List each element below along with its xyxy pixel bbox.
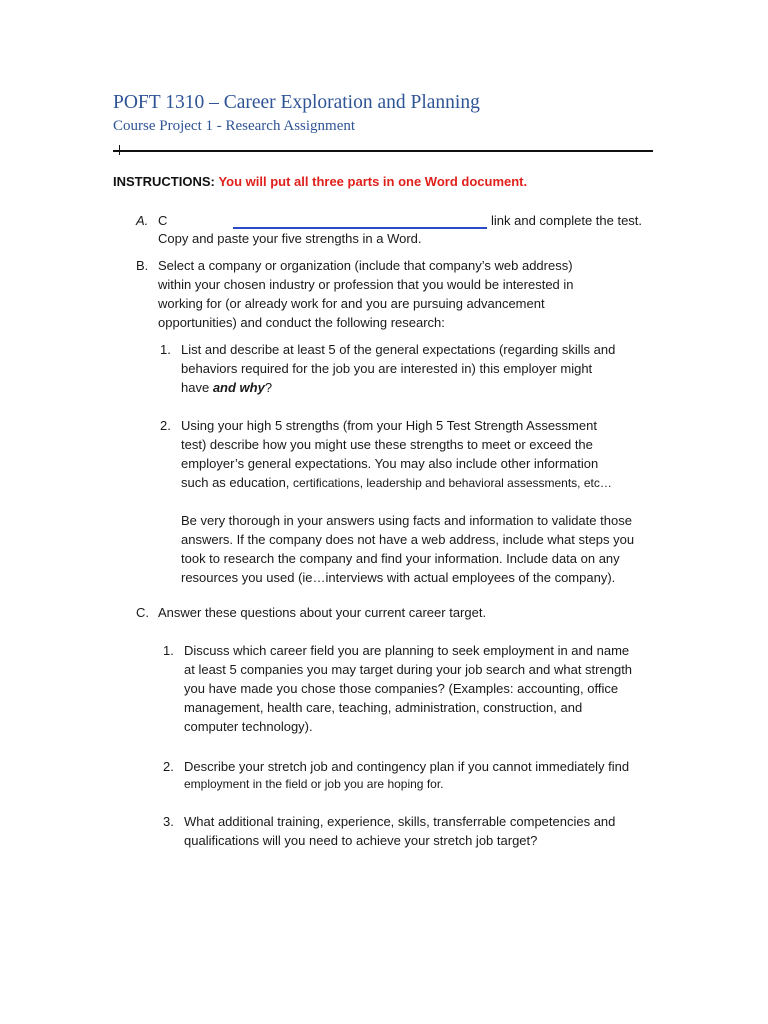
instructions-text: You will put all three parts in one Word document. [218, 174, 528, 189]
instructions-line [113, 172, 527, 191]
item-c1-line: computer technology). [184, 719, 313, 734]
item-c2-line: Describe your stretch job and contingency plan if you cannot immediately find [184, 759, 630, 774]
item-b1-emphasis: and why [212, 380, 265, 395]
item-c3-line: qualifications will you need to achieve your stretch job target? [184, 833, 538, 848]
item-b-marker: B. [136, 258, 149, 273]
item-b1-line3 [181, 378, 272, 397]
item-b2-para-line: answers. If the company does not have a web address, include what steps you [181, 532, 635, 547]
document-subtitle: Course Project 1 - Research Assignment [113, 118, 356, 134]
cursor-tick-base [114, 150, 125, 151]
item-b-line: opportunities) and conduct the following research: [158, 315, 445, 330]
instructions-label: INSTRUCTIONS: [113, 174, 215, 189]
item-c1-line: at least 5 companies you may target during your job search and what strength [184, 662, 633, 677]
item-c1-marker: 1. [163, 643, 174, 658]
item-c-line: Answer these questions about your current career target. [158, 605, 487, 620]
item-b-line: Select a company or organization (include that company’s web address) [158, 258, 573, 273]
item-c3-marker: 3. [163, 814, 174, 829]
item-b2-line: Using your high 5 strengths (from your High 5 Test Strength Assessment [181, 418, 597, 433]
item-a-end: link and complete the test. [491, 213, 643, 228]
item-a-line2: Copy and paste your five strengths in a Word. [158, 231, 422, 246]
title-rule [113, 150, 653, 152]
item-c2-marker: 2. [163, 759, 174, 774]
item-b2-line4-start: such as education, [181, 475, 294, 490]
item-b2-line4-end: certifications, leadership and behavioral assessments, etc… [293, 476, 612, 490]
item-b-line: working for (or already work for and you are pursuing advancement [158, 296, 545, 311]
item-b-line: within your chosen industry or profession that you would be interested in [158, 277, 574, 292]
item-b2-marker: 2. [160, 418, 171, 433]
item-c1-line: Discuss which career field you are planning to seek employment in and name [184, 643, 630, 658]
item-c1-line: management, health care, teaching, administration, construction, and [184, 700, 583, 715]
item-b1-line3-start: have [181, 380, 213, 395]
item-b2-para-line: took to research the company and find your information. Include data on any [181, 551, 620, 566]
item-c1-line: you have made you chose those companies? (Examples: accounting, office [184, 681, 619, 696]
item-b1-line3-end: ? [264, 380, 273, 395]
document-title: POFT 1310 – Career Exploration and Planning [113, 92, 480, 113]
item-b1-line: List and describe at least 5 of the general expectations (regarding skills and [181, 342, 616, 357]
item-b2-line4 [181, 473, 612, 493]
item-b1-line: behaviors required for the job you are interested in) this employer might [181, 361, 593, 376]
item-a-start: C [158, 213, 168, 228]
item-a-marker: A. [136, 213, 149, 228]
item-b2-line: employer’s general expectations. You may also include other information [181, 456, 599, 471]
item-c-marker: C. [136, 605, 149, 620]
item-c3-line: What additional training, experience, skills, transferrable competencies and [184, 814, 616, 829]
item-b1-marker: 1. [160, 342, 171, 357]
item-c2-line: employment in the field or job you are hoping for. [184, 777, 444, 791]
item-b2-line: test) describe how you might use these strengths to meet or exceed the [181, 437, 593, 452]
item-b2-para-line: resources you used (ie…interviews with actual employees of the company). [181, 570, 616, 585]
item-b2-para-line: Be very thorough in your answers using facts and information to validate those [181, 513, 632, 528]
